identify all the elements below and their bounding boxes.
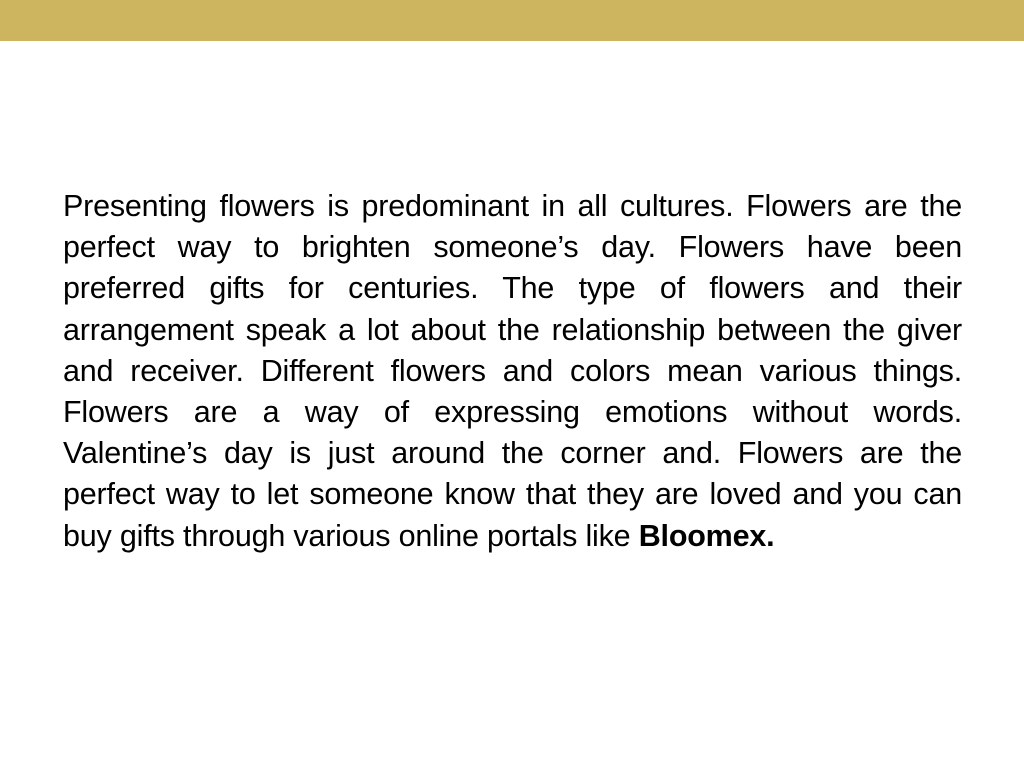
header-accent-band [0, 0, 1024, 41]
bloomex-brand: Bloomex. [638, 518, 775, 553]
slide-paragraph [63, 186, 962, 557]
paragraph-text: Presenting flowers is predominant in all cultures. Flowers are the perfect way to brighten someone’s day. Flowers have been preferred gifts for centuries. The type of flowers and their arrangement speak a lot about the relationship between the giver and receiver. Different flowers and colors mean various things. Flowers are a way of expressing emotions without words. Valentine’s day is just around the corner and. Flowers are the perfect way to let someone know that they are loved and you can buy gifts through various online portals like [63, 189, 962, 553]
